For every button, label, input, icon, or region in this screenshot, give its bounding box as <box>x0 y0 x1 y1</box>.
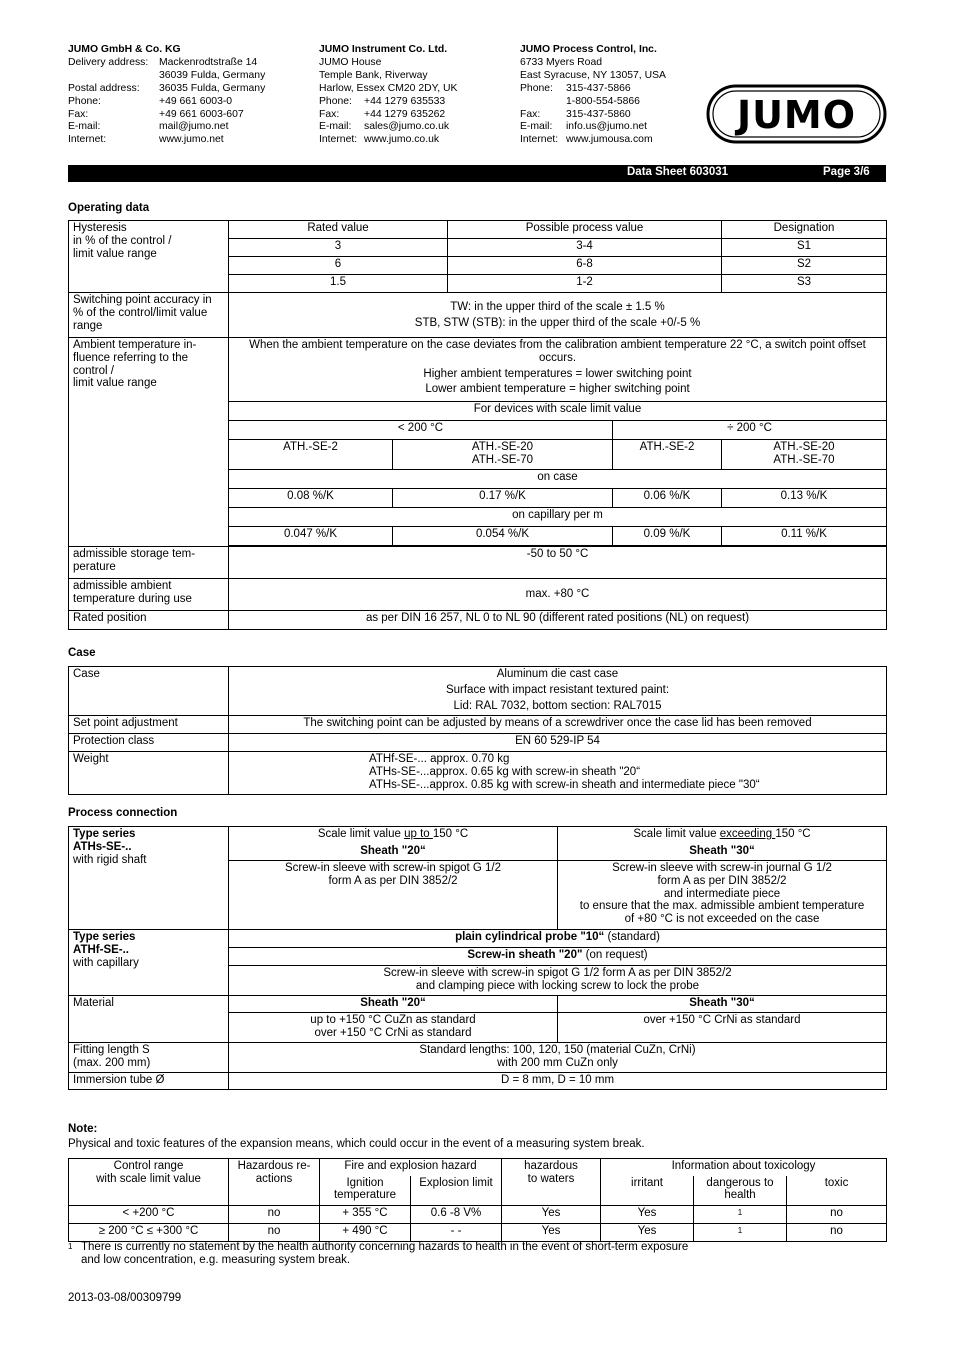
case-material: Aluminum die cast case <box>496 668 619 680</box>
address-line <box>520 134 666 147</box>
section-title-case: Case <box>68 647 96 659</box>
table-row <box>69 579 887 611</box>
case-ral: Lid: RAL 7032, bottom section: RAL7015 <box>453 699 662 712</box>
header-control-range: Control range with scale limit value <box>69 1159 229 1206</box>
ambient-higher: Higher ambient temperatures = lower switching point <box>423 367 692 380</box>
header-irritant: irritant <box>601 1176 694 1206</box>
address-label <box>520 96 566 109</box>
text: up to <box>404 828 433 840</box>
label-ambient-use: admissible ambient temperature during use <box>69 579 229 611</box>
cell: 3-4 <box>448 239 722 257</box>
address-label: Fax: <box>319 108 340 120</box>
header-possible-value: Possible process value <box>448 221 722 239</box>
address-label: Postal address: <box>68 82 140 94</box>
table-row <box>69 338 887 402</box>
cell: + 490 °C <box>320 1224 411 1242</box>
aths-sheath-20: Sheath "20“ <box>229 844 558 861</box>
address-value: Mackenrodtstraße 14 <box>159 56 258 68</box>
material-head-30: Sheath "30“ <box>558 996 887 1013</box>
table-row <box>69 221 887 239</box>
address-line <box>520 121 666 134</box>
table-row <box>69 293 887 338</box>
label-case: Case <box>69 667 229 716</box>
cell: no <box>787 1224 887 1242</box>
header-toxic: toxic <box>787 1176 887 1206</box>
weight-athf: ATHf-SE-... approx. 0.70 kg <box>369 753 510 765</box>
address-value: 315-437-5860 <box>566 108 631 120</box>
address-label: Phone: <box>68 95 101 107</box>
ambient-use-value: max. +80 °C <box>229 579 887 611</box>
material-30: over +150 °C CrNi as standard <box>558 1013 887 1043</box>
address-line <box>68 96 265 109</box>
address-label: Temple Bank, Riverway <box>319 69 428 81</box>
cell: 1-2 <box>448 275 722 293</box>
on-case-label: on case <box>229 470 887 489</box>
address-line <box>68 109 265 122</box>
header-designation: Designation <box>722 221 887 239</box>
athf-type: Type series ATHf-SE-.. <box>73 931 136 956</box>
athf-sub: with capillary <box>73 956 139 969</box>
aths-type: Type series ATHs-SE-.. <box>73 828 136 853</box>
address-value: +44 1279 635262 <box>364 108 446 120</box>
label-protection: Protection class <box>69 734 229 752</box>
label-switching-accuracy: Switching point accuracy in % of the control/limit value range <box>69 293 229 338</box>
operating-data-table <box>68 220 887 630</box>
model-cell: ATH.-SE-20 ATH.-SE-70 <box>393 440 613 470</box>
cell: 0.17 %/K <box>393 489 613 508</box>
cell: Yes <box>502 1206 601 1224</box>
table-row <box>69 930 887 948</box>
cell: no <box>229 1206 320 1224</box>
address-line <box>319 57 457 70</box>
cell <box>694 1224 787 1242</box>
address-line <box>520 109 666 122</box>
tw-accuracy: TW: in the upper third of the scale ± 1.5 % <box>450 300 665 313</box>
datasheet-number: Data Sheet 603031 <box>627 166 729 178</box>
label-immersion: Immersion tube Ø <box>69 1073 229 1090</box>
address-label: Phone: <box>520 82 553 94</box>
case-value <box>229 667 887 716</box>
address-line <box>68 57 265 70</box>
address-value: www.jumo.co.uk <box>364 134 440 146</box>
text: 150 °C <box>432 828 469 840</box>
aths-sub: with rigid shaft <box>73 853 147 866</box>
address-value: 36039 Fulda, Germany <box>159 69 266 81</box>
address-label: Fax: <box>68 108 89 120</box>
address-block-germany <box>68 44 265 147</box>
document-date: 2013-03-08/00309799 <box>68 1292 182 1304</box>
model-cell: ATH.-SE-2 <box>229 440 393 470</box>
table-row <box>69 716 887 734</box>
range-low: < 200 °C <box>229 421 613 440</box>
weight-value <box>229 752 887 795</box>
text: exceeding <box>719 828 776 840</box>
table-row <box>69 734 887 752</box>
company-name: JUMO Instrument Co. Ltd. <box>319 44 448 55</box>
material-head-20: Sheath "20“ <box>229 996 558 1013</box>
cell: S2 <box>722 257 887 275</box>
cell: no <box>229 1224 320 1242</box>
header-toxicology: Information about toxicology <box>601 1159 887 1176</box>
range-high: ÷ 200 °C <box>613 421 887 440</box>
address-line <box>319 83 457 96</box>
section-title-operating: Operating data <box>68 202 150 214</box>
address-label: Phone: <box>319 95 352 107</box>
material-20: up to +150 °C CuZn as standard over +150 °C CrNi as standard <box>229 1013 558 1043</box>
fitting-length-value: Standard lengths: 100, 120, 150 (material CuZn, CrNi) with 200 mm CuZn only <box>229 1043 887 1073</box>
cell: ≥ 200 °C ≤ +300 °C <box>69 1224 229 1242</box>
address-label <box>68 70 159 83</box>
address-value: 315-437-5866 <box>566 82 631 94</box>
address-line <box>319 70 457 83</box>
athf-type-cell <box>69 930 229 996</box>
footnote <box>68 1241 688 1267</box>
process-table <box>68 826 887 1090</box>
address-label: E-mail: <box>68 121 101 133</box>
aths-sheath-30: Sheath "30“ <box>558 844 887 861</box>
address-label: Delivery address: <box>68 56 149 68</box>
aths-type-cell <box>69 827 229 930</box>
text: plain cylindrical probe "10“ <box>455 931 605 943</box>
address-label: Harlow, Essex CM20 2DY, UK <box>319 82 458 94</box>
jumo-logo <box>706 84 887 144</box>
cell: 0.11 %/K <box>722 527 887 546</box>
cell: 0.08 %/K <box>229 489 393 508</box>
case-table <box>68 666 887 795</box>
cell: 1.5 <box>229 275 448 293</box>
cell: 0.054 %/K <box>393 527 613 546</box>
cell: S3 <box>722 275 887 293</box>
address-line <box>68 83 265 96</box>
cell: no <box>787 1206 887 1224</box>
table-row <box>69 827 887 844</box>
cell: 6 <box>229 257 448 275</box>
address-value: mail@jumo.net <box>159 121 229 133</box>
cell: 3 <box>229 239 448 257</box>
table-row <box>69 996 887 1013</box>
label-storage-temp: admissible storage tem-perature <box>69 547 229 579</box>
address-value: sales@jumo.co.uk <box>364 121 450 133</box>
address-value: www.jumousa.com <box>566 134 653 146</box>
for-devices-label: For devices with scale limit value <box>229 402 887 421</box>
cell: 0.09 %/K <box>613 527 722 546</box>
aths-left-desc: Screw-in sleeve with screw-in spigot G 1/2 form A as per DIN 3852/2 <box>229 861 558 930</box>
cell: 0.047 %/K <box>229 527 393 546</box>
address-value: 1-800-554-5866 <box>566 95 640 107</box>
model-cell: ATH.-SE-2 <box>613 440 722 470</box>
table-row <box>69 752 887 795</box>
address-line <box>319 109 457 122</box>
label-weight: Weight <box>69 752 229 795</box>
address-label: JUMO House <box>319 56 382 68</box>
header-waters: hazardous to waters <box>502 1159 601 1206</box>
aths-right-head <box>558 827 887 844</box>
address-value: 36035 Fulda, Germany <box>159 82 266 94</box>
cell: - - <box>411 1224 502 1242</box>
text: Screw-in sheath "20" <box>467 949 583 961</box>
storage-temp-value: -50 to 50 °C <box>229 547 887 579</box>
ambient-intro: When the ambient temperature on the case deviates from the calibration ambient temperature 22 °C, a switch point offset occurs. <box>249 339 866 364</box>
cell: + 355 °C <box>320 1206 411 1224</box>
ambient-description <box>229 338 887 402</box>
table-row <box>69 1206 887 1224</box>
ambient-lower: Lower ambient temperature = higher switching point <box>425 383 690 396</box>
address-line <box>68 121 265 134</box>
company-name: JUMO Process Control, Inc. <box>520 44 657 55</box>
athf-probe <box>229 930 887 948</box>
note-text: Physical and toxic features of the expansion means, which could occur in the event of a measuring system break. <box>68 1138 645 1150</box>
header-ignition: Ignition temperature <box>320 1176 411 1206</box>
table-row <box>69 547 887 579</box>
address-label: Internet: <box>520 134 559 146</box>
address-line <box>68 70 265 83</box>
cell: 0.6 -8 V% <box>411 1206 502 1224</box>
header-dangerous: dangerous to health <box>694 1176 787 1206</box>
cell: Yes <box>601 1224 694 1242</box>
section-title-process: Process connection <box>68 807 178 819</box>
address-line <box>520 57 666 70</box>
on-capillary-label: on capillary per m <box>229 508 887 527</box>
cell <box>694 1206 787 1224</box>
label-fitting-length: Fitting length S (max. 200 mm) <box>69 1043 229 1073</box>
table-row <box>69 1224 887 1242</box>
setpoint-value: The switching point can be adjusted by means of a screwdriver once the case lid has been removed <box>229 716 887 734</box>
logo-text: JUMO <box>736 93 857 137</box>
weight-aths-30: ATHs-SE-...approx. 0.85 kg with screw-in sheath and intermediate piece "30“ <box>369 778 760 791</box>
immersion-value: D = 8 mm, D = 10 mm <box>229 1073 887 1090</box>
address-label: E-mail: <box>319 121 352 133</box>
header-rated-value: Rated value <box>229 221 448 239</box>
header-fire: Fire and explosion hazard <box>320 1159 502 1176</box>
label-setpoint: Set point adjustment <box>69 716 229 734</box>
cell: < +200 °C <box>69 1206 229 1224</box>
model-cell: ATH.-SE-20 ATH.-SE-70 <box>722 440 887 470</box>
weight-aths-20: ATHs-SE-...approx. 0.65 kg with screw-in sheath "20“ <box>369 765 641 778</box>
label-hysteresis: Hysteresis in % of the control / limit value range <box>69 221 229 293</box>
address-label: Fax: <box>520 108 541 120</box>
header-explosion: Explosion limit <box>411 1176 502 1206</box>
cell: Yes <box>502 1224 601 1242</box>
athf-sheath <box>229 948 887 966</box>
address-value: +44 1279 635533 <box>364 95 446 107</box>
address-value: www.jumo.net <box>159 134 224 146</box>
text: 150 °C <box>775 828 811 840</box>
label-material: Material <box>69 996 229 1043</box>
address-line <box>68 134 265 147</box>
address-label: 6733 Myers Road <box>520 56 603 68</box>
table-row <box>69 1073 887 1090</box>
address-label: Internet: <box>319 134 358 146</box>
header-bar <box>68 165 886 182</box>
cell: S1 <box>722 239 887 257</box>
address-value: info.us@jumo.net <box>566 121 648 133</box>
footnote-ref: 1 <box>737 1226 743 1235</box>
company-name: JUMO GmbH & Co. KG <box>68 44 181 55</box>
table-row <box>69 1043 887 1073</box>
text: (on request) <box>582 949 648 961</box>
address-line <box>520 70 666 83</box>
stb-accuracy: STB, STW (STB): in the upper third of the scale +0/-5 % <box>414 316 701 329</box>
footnote-ref: 1 <box>737 1208 743 1217</box>
text: (standard) <box>604 931 660 943</box>
table-row <box>69 1159 887 1176</box>
cell: 0.06 %/K <box>613 489 722 508</box>
cell: 0.13 %/K <box>722 489 887 508</box>
address-value: +49 661 6003-607 <box>159 108 244 120</box>
rated-position-value: as per DIN 16 257, NL 0 to NL 90 (different rated positions (NL) on request) <box>229 611 887 630</box>
aths-right-desc: Screw-in sleeve with screw-in journal G 1/2 form A as per DIN 3852/2 and intermediate piece to ensure that the max. admissible ambient temperature of +80 °C is not exceeded on the case <box>558 861 887 930</box>
address-label: Internet: <box>68 134 107 146</box>
protection-value: EN 60 529-IP 54 <box>229 734 887 752</box>
hazard-table <box>68 1158 887 1242</box>
aths-left-head <box>229 827 558 844</box>
address-line <box>319 121 457 134</box>
label-rated-position: Rated position <box>69 611 229 630</box>
address-line <box>520 83 666 96</box>
text: Scale limit value <box>633 828 720 840</box>
table-row <box>69 611 887 630</box>
text: Scale limit value <box>317 828 405 840</box>
athf-desc: Screw-in sleeve with screw-in spigot G 1/2 form A as per DIN 3852/2 and clamping piece with locking screw to lock the probe <box>229 966 887 996</box>
address-line <box>319 134 457 147</box>
footnote-mark: 1 <box>68 1242 73 1251</box>
address-value: +49 661 6003-0 <box>159 95 233 107</box>
address-block-usa <box>520 44 666 147</box>
cell: Yes <box>601 1206 694 1224</box>
address-label: East Syracuse, NY 13057, USA <box>520 69 666 81</box>
address-line <box>520 96 666 109</box>
address-block-uk <box>319 44 457 147</box>
header-hazardous-reactions: Hazardous re- actions <box>229 1159 320 1206</box>
address-line <box>319 96 457 109</box>
label-ambient-influence: Ambient temperature in-fluence referring to the control / limit value range <box>69 338 229 547</box>
switching-accuracy-value <box>229 293 887 338</box>
footnote-text: There is currently no statement by the health authority concerning hazards to health in the event of short-term exposure and low concentration, e.g. measuring system break. <box>81 1241 689 1266</box>
note-title: Note: <box>68 1123 98 1135</box>
table-row <box>69 667 887 716</box>
case-paint: Surface with impact resistant textured paint: <box>445 683 670 696</box>
address-label: E-mail: <box>520 121 553 133</box>
cell: 6-8 <box>448 257 722 275</box>
page-number: Page 3/6 <box>823 166 870 178</box>
